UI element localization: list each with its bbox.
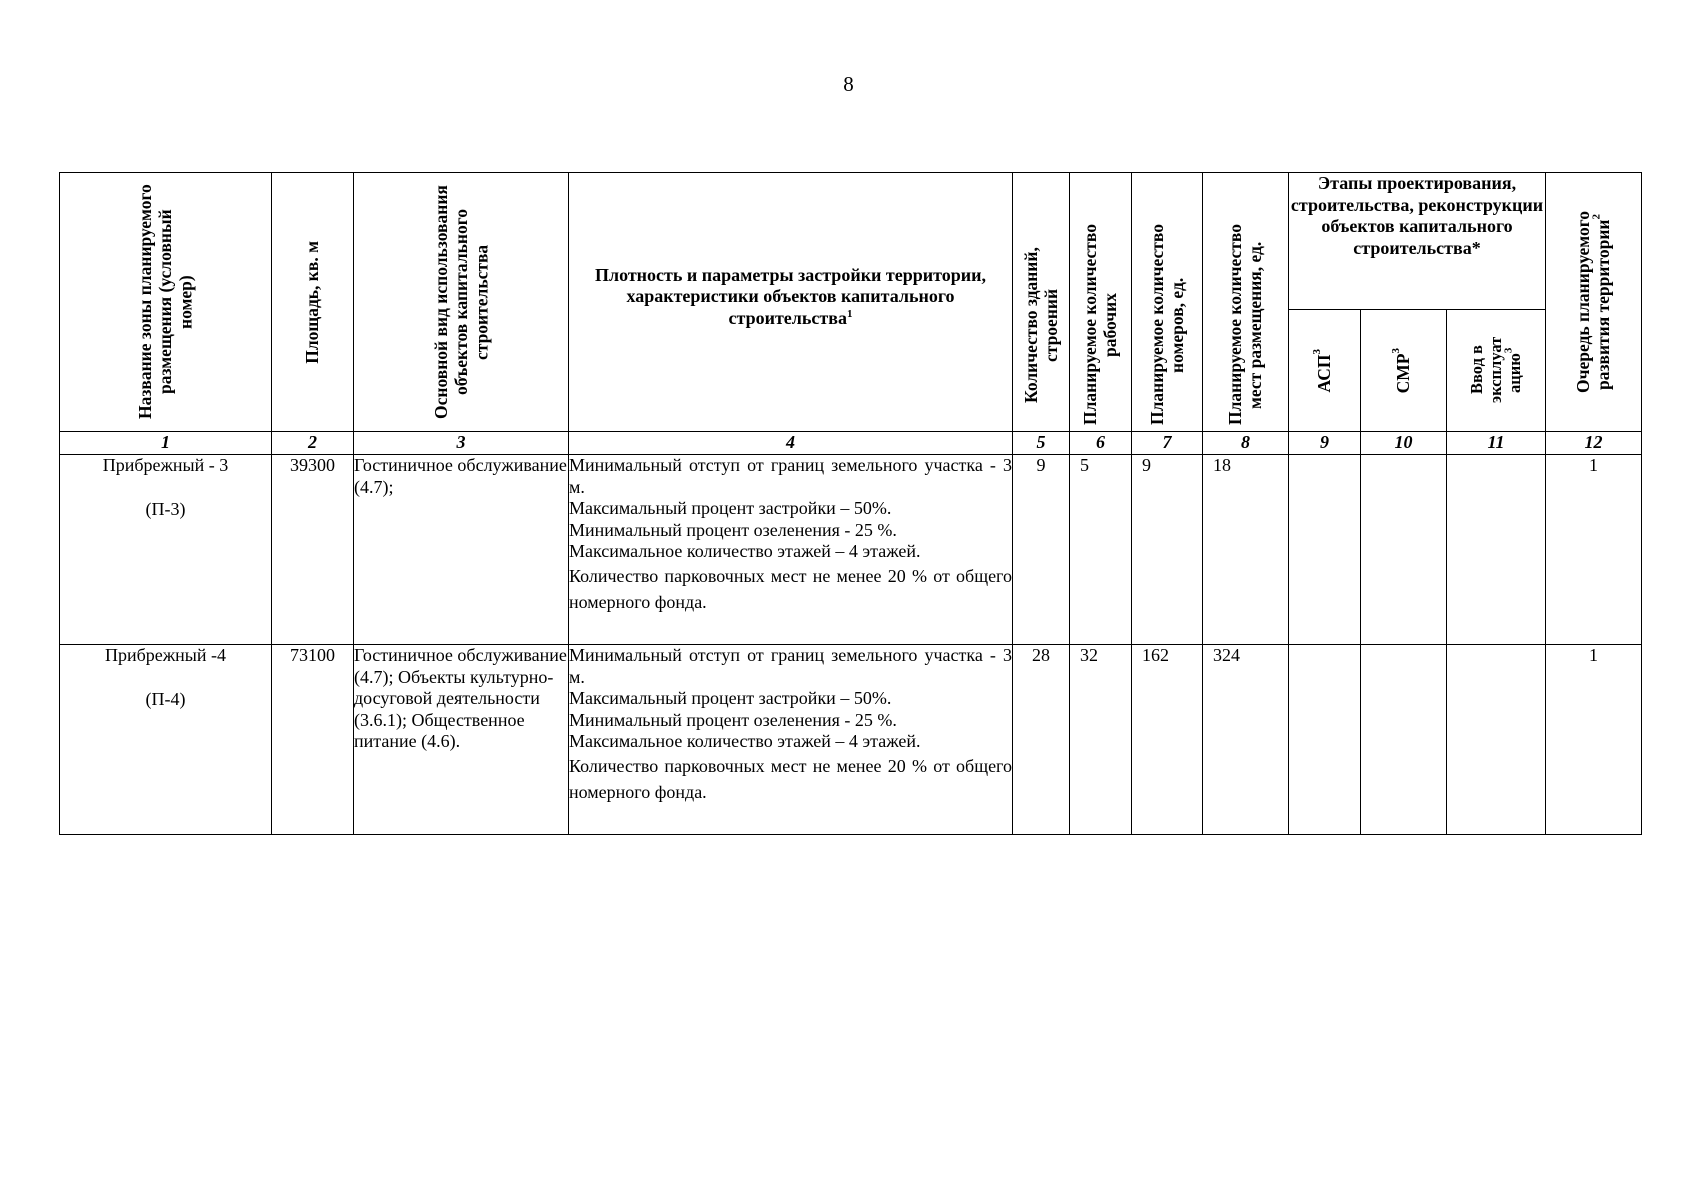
column-number: 8: [1203, 432, 1289, 455]
param-line: Максимальное количество этажей – 4 этажей.: [569, 541, 921, 562]
param-line: Минимальный отступ от границ земельного участка - 3 м.: [569, 455, 1012, 497]
header-buildings-count: Количество зданий, строений: [1013, 173, 1070, 432]
header-zone-name: Название зоны планируемого размещения (условный номер): [60, 173, 272, 432]
header-development-queue: Очередь планируемого развития территории$^2$: [1546, 173, 1642, 432]
header-workers-count: Планируемое количество рабочих: [1070, 173, 1132, 432]
header-density-params: Плотность и параметры застройки территории, характеристики объектов капитального строительства$^1$: [569, 173, 1013, 432]
main-use-value: Гостиничное обслуживание (4.7);: [354, 455, 569, 645]
column-number: 9: [1289, 432, 1361, 455]
smr-value: [1361, 645, 1447, 835]
param-line: Максимальный процент застройки – 50%.: [569, 498, 892, 519]
column-number: 10: [1361, 432, 1447, 455]
zone-name-cell: [60, 455, 272, 645]
main-use-value: Гостиничное обслуживание (4.7); Объекты культурно-досуговой деятельности (3.6.1); Общественное питание (4.6).: [354, 645, 569, 835]
column-number: 6: [1070, 432, 1132, 455]
header-row-top: [60, 173, 1642, 310]
commissioning-value: [1447, 645, 1546, 835]
header-main-use: Основной вид использования объектов капитального строительства: [354, 173, 569, 432]
param-line: Количество парковочных мест не менее 20 % от общего номерного фонда.: [569, 565, 1012, 613]
column-number: 2: [272, 432, 354, 455]
workers-value: 5: [1070, 455, 1132, 645]
param-line: Максимальный процент застройки – 50%.: [569, 688, 892, 709]
param-line: Минимальный отступ от границ земельного участка - 3 м.: [569, 645, 1012, 687]
header-places-count: Планируемое количество мест размещения, ед.: [1203, 173, 1289, 432]
column-number: 12: [1546, 432, 1642, 455]
workers-value: 32: [1070, 645, 1132, 835]
column-numbers-row: [60, 432, 1642, 455]
header-commissioning: Ввод в эксплуат ацию$^3$: [1447, 309, 1546, 431]
column-number: 1: [60, 432, 272, 455]
param-line: Минимальный процент озеленения - 25 %.: [569, 519, 897, 540]
buildings-value: 28: [1013, 645, 1070, 835]
column-number: 3: [354, 432, 569, 455]
param-line: Минимальный процент озеленения - 25 %.: [569, 709, 897, 730]
params-cell: [569, 455, 1013, 645]
zone-code: (П-3): [145, 498, 186, 519]
asp-value: [1289, 455, 1361, 645]
zone-code: (П-4): [145, 688, 186, 709]
places-value: 324: [1203, 645, 1289, 835]
column-number: 4: [569, 432, 1013, 455]
smr-value: [1361, 455, 1447, 645]
zone-name: Прибрежный -4: [104, 645, 227, 665]
header-stages: Этапы проектирования, строительства, реконструкции объектов капитального строительства*: [1289, 173, 1546, 310]
asp-value: [1289, 645, 1361, 835]
rooms-value: 162: [1132, 645, 1203, 835]
header-smr: СМР$^3$: [1361, 309, 1447, 431]
planning-zones-table: [59, 172, 1642, 835]
param-line: Количество парковочных мест не менее 20 % от общего номерного фонда.: [569, 755, 1012, 803]
queue-value: 1: [1546, 455, 1642, 645]
header-rooms-count: Планируемое количество номеров, ед.: [1132, 173, 1203, 432]
param-line: Максимальное количество этажей – 4 этажей.: [569, 731, 921, 752]
buildings-value: 9: [1013, 455, 1070, 645]
header-area: Площадь, кв. м: [272, 173, 354, 432]
area-value: 39300: [272, 455, 354, 645]
column-number: 7: [1132, 432, 1203, 455]
queue-value: 1: [1546, 645, 1642, 835]
commissioning-value: [1447, 455, 1546, 645]
params-cell: [569, 645, 1013, 835]
places-value: 18: [1203, 455, 1289, 645]
table-row: [60, 455, 1642, 645]
page-number: 8: [843, 72, 854, 96]
column-number: 5: [1013, 432, 1070, 455]
column-number: 11: [1447, 432, 1546, 455]
table-row: [60, 645, 1642, 835]
zone-name-cell: [60, 645, 272, 835]
header-asp: АСП$^3$: [1289, 309, 1361, 431]
area-value: 73100: [272, 645, 354, 835]
zone-name: Прибрежный - 3: [102, 455, 229, 475]
rooms-value: 9: [1132, 455, 1203, 645]
